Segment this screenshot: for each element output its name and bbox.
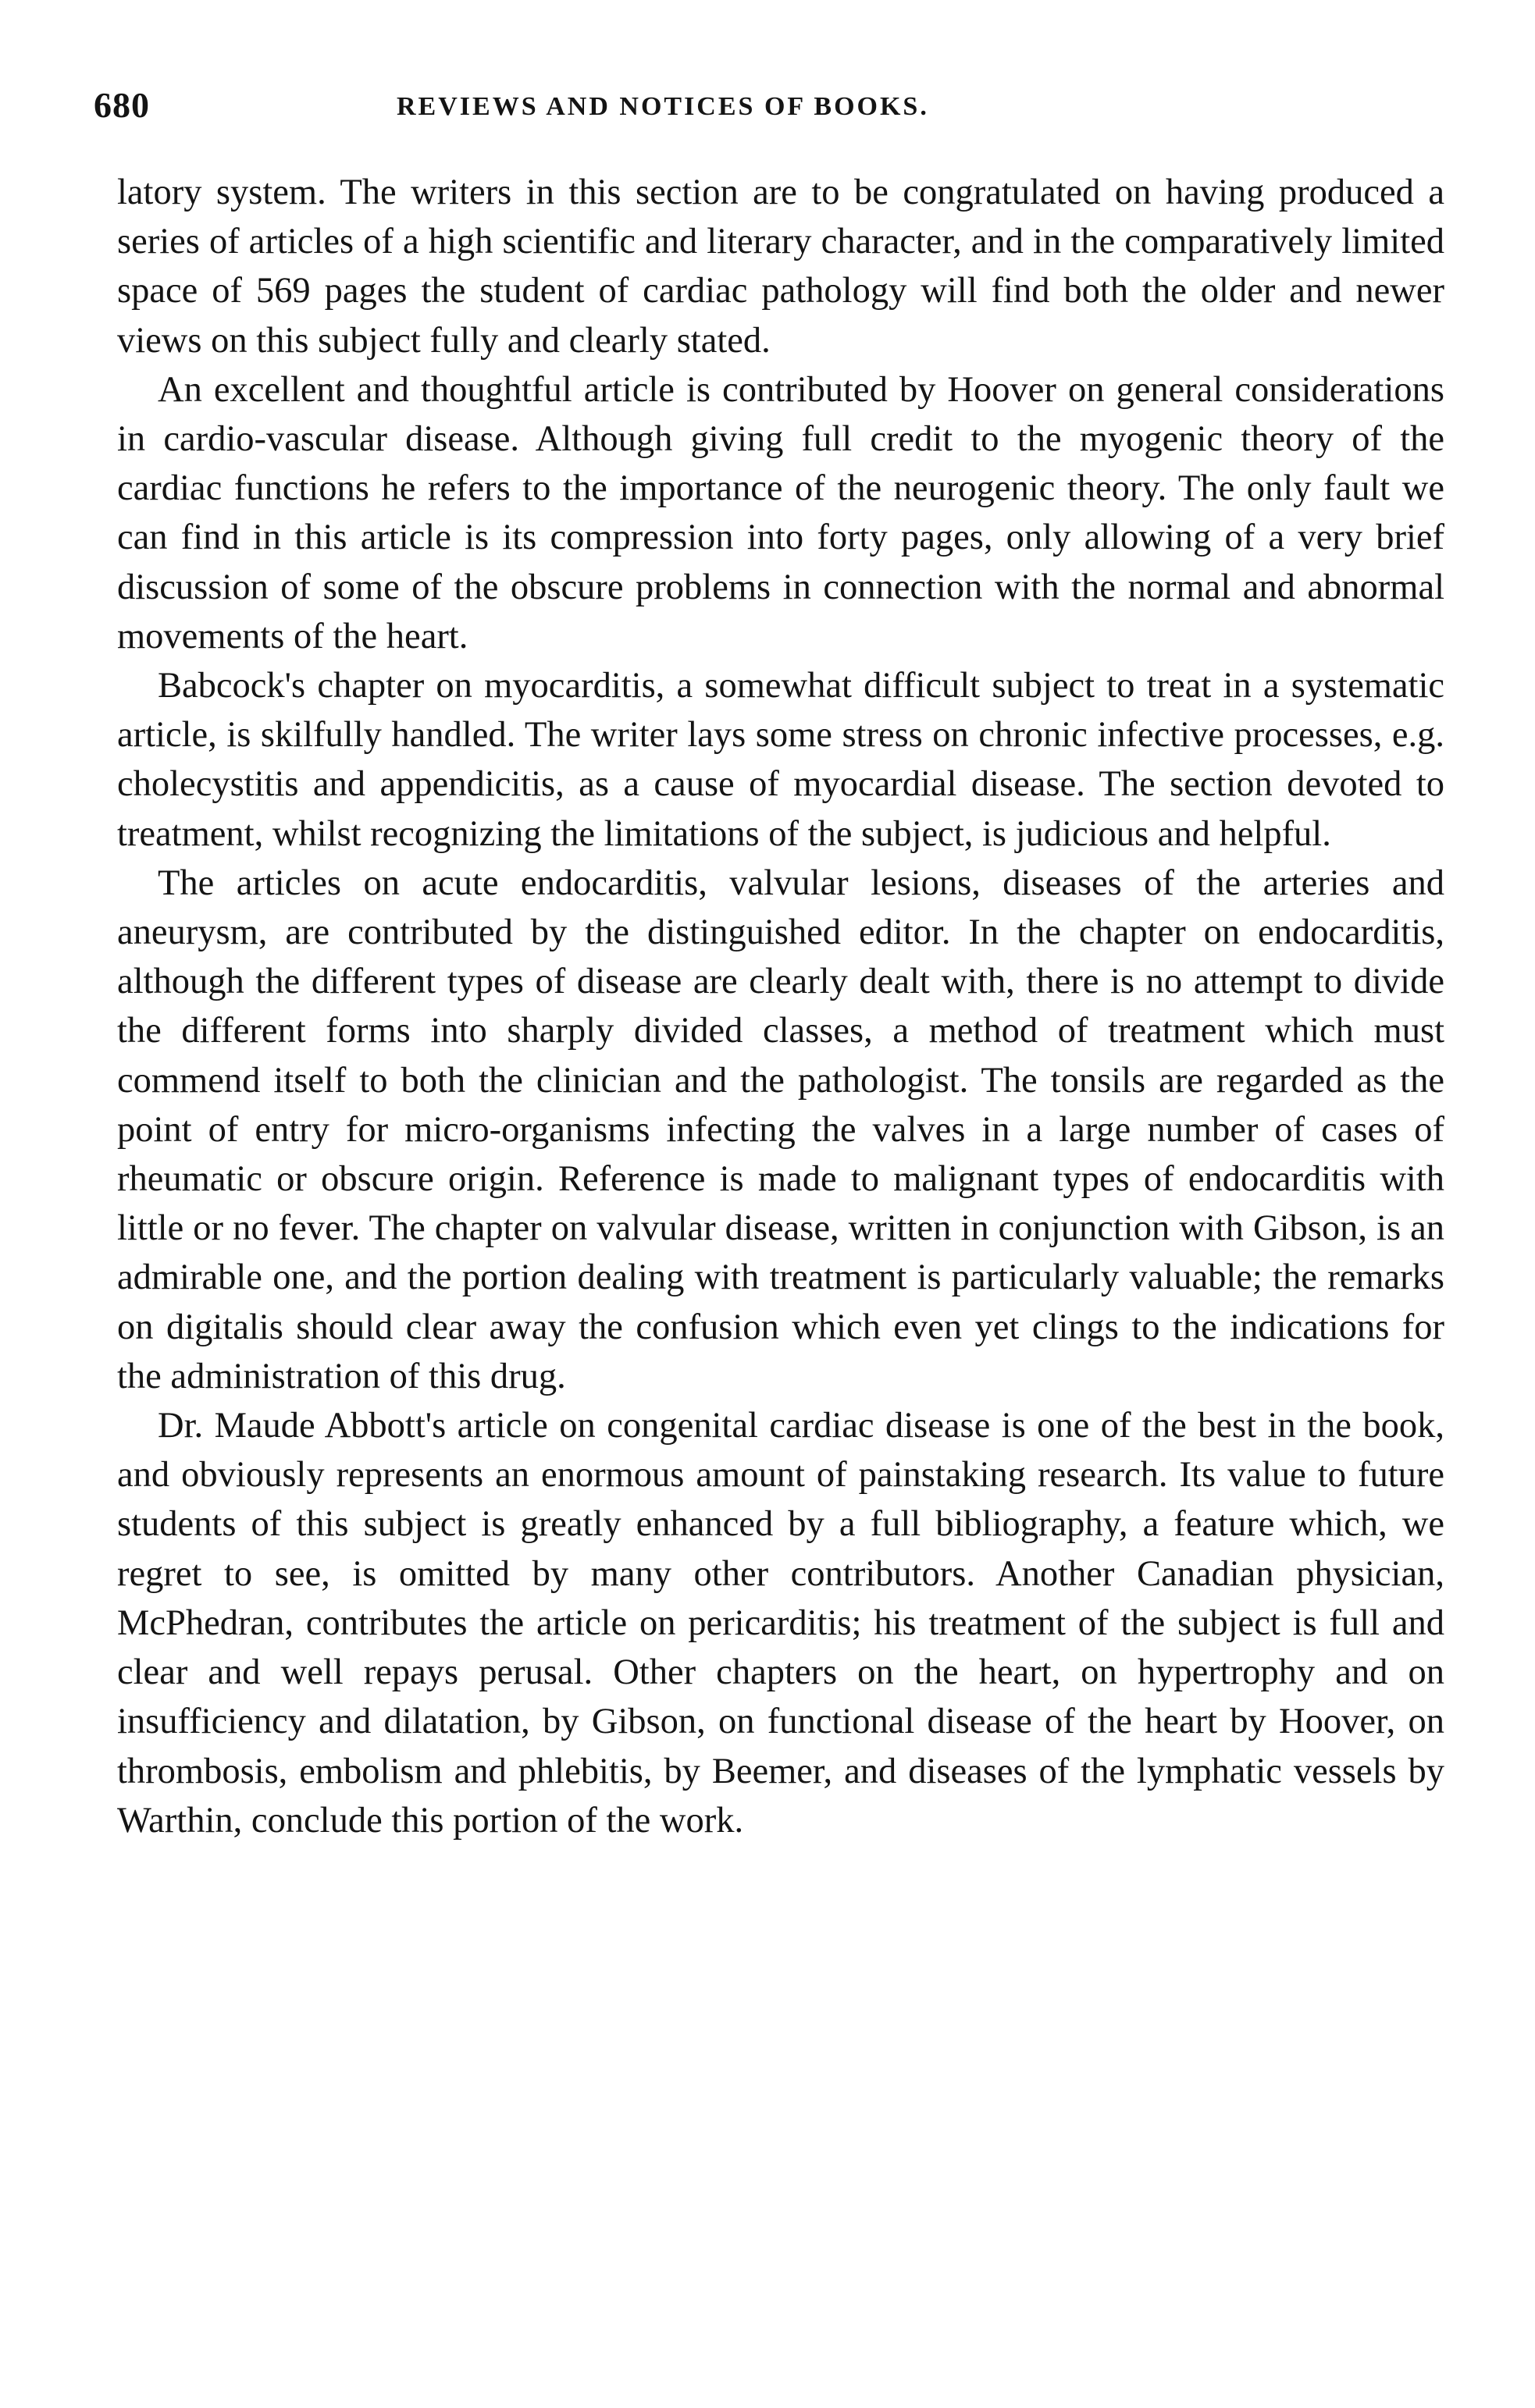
paragraph-endocarditis: The articles on acute endocarditis, valvular lesions, diseases of the arteries and aneurysm, are contributed by the distinguished editor. In the chapter on endocarditis, although the different types of disease are clearly dealt with, there is no attempt to divide the different forms into sharply divided classes, a method of treatment which must commend itself to both the clinician and the pathologist. The tonsils are regarded as the point of entry for micro-organisms infecting the valves in a large number of cases of rheumatic or obscure origin. Reference is made to malignant types of endocarditis with little or no fever. The chapter on valvular disease, written in conjunction with Gibson, is an admirable one, and the portion dealing with treatment is particularly valuable; the remarks on digitalis should clear away the confusion which even yet clings to the indications for the administration of this drug. [117,863,1444,1396]
paragraph-hoover: An excellent and thoughtful article is contributed by Hoover on general considerations in cardio-vascular disease. Although giving full credit to the myogenic theory of the cardiac functions he refers to the importance of the neurogenic theory. The only fault we can find in this article is its compression into forty pages, only allowing of a very brief discussion of some of the obscure problems in connection with the normal and abnormal movements of the heart. [117,369,1444,656]
paragraph-continued: latory system. The writers in this section are to be congratulated on having produced a series of articles of a high scientific and literary character, and in the comparatively limited space of 569 pages the student of cardiac pathology will find both the older and newer views on this subject fully and clearly stated. [117,173,1444,361]
paragraph-babcock: Babcock's chapter on myocarditis, a somewhat difficult subject to treat in a systematic article, is skilfully handled. The writer lays some stress on chronic infective processes, e.g. cholecystitis and appendicitis, as a cause of myocardial disease. The section devoted to treatment, whilst recognizing the limitations of the subject, is judicious and helpful. [117,666,1444,854]
review-body [117,168,1444,1845]
page-number: 680 [94,85,150,125]
running-head [94,84,1468,139]
running-head-title: REVIEWS AND NOTICES OF BOOKS. [397,92,929,121]
paragraph-abbott: Dr. Maude Abbott's article on congenital cardiac disease is one of the best in the book, and obviously represents an enormous amount of painstaking research. Its value to future students of this subject is greatly enhanced by a full bibliography, a feature which, we regret to see, is omitted by many other contributors. Another Canadian physician, McPhedran, contributes the article on pericarditis; his treatment of the subject is full and clear and well repays perusal. Other chapters on the heart, on hypertrophy and on insufficiency and dilatation, by Gibson, on functional disease of the heart by Hoover, on thrombosis, embolism and phlebitis, by Beemer, and diseases of the lymphatic vessels by Warthin, conclude this portion of the work. [117,1406,1444,1841]
